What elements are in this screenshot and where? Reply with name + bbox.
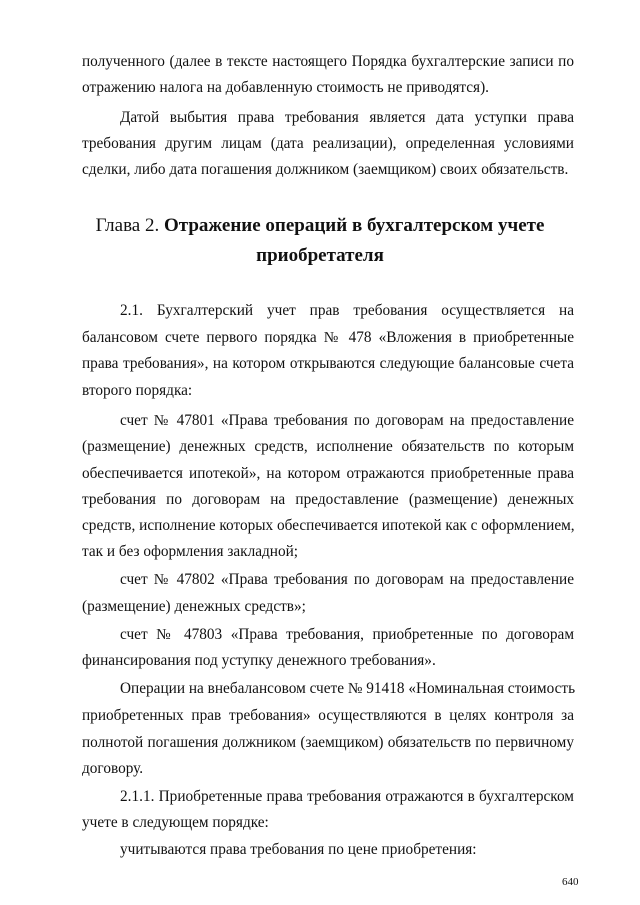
text-line: счет № 47803 «Права требования, приобретенные по договорам bbox=[120, 626, 574, 643]
text-line: требования другим лицам (дата реализации), определенная условиями bbox=[82, 135, 574, 152]
text-line: (размещение) денежных средств»; bbox=[82, 598, 306, 615]
text-line: 2.1.1. Приобретенные права требования отражаются в бухгалтерском bbox=[120, 788, 574, 805]
text-line: полнотой погашения должником (заемщиком) обязательств по первичному bbox=[82, 734, 574, 751]
text-line: сделки, либо дата погашения должником (заемщиком) своих обязательств. bbox=[82, 161, 569, 178]
chapter-label: Глава 2. bbox=[95, 215, 164, 236]
text-line: Датой выбытия права требования является дата уступки права bbox=[120, 109, 574, 126]
text-line: обеспечивается ипотекой», на котором отражаются приобретенные права bbox=[82, 465, 574, 482]
text-line: Операции на внебалансовом счете № 91418 «Номинальная стоимость bbox=[120, 680, 576, 697]
text-line: средств, исполнение которых обеспечивается ипотекой как с оформлением, bbox=[82, 517, 575, 534]
text-line: финансирования под уступку денежного требования». bbox=[82, 652, 436, 669]
text-line: второго порядка: bbox=[82, 382, 193, 399]
text-line: счет № 47802 «Права требования по договорам на предоставление bbox=[120, 571, 574, 588]
text-line: полученного (далее в тексте настоящего Порядка бухгалтерские записи по bbox=[82, 53, 574, 70]
chapter-title-part-2: приобретателя bbox=[256, 245, 384, 266]
text-line: требования по договорам на предоставление (размещение) денежных bbox=[82, 491, 574, 508]
chapter-heading-line-1 bbox=[0, 214, 640, 238]
text-line: приобретенных прав требования» осуществляются в целях контроля за bbox=[82, 707, 574, 724]
chapter-title-part-1: Отражение операций в бухгалтерском учете bbox=[163, 215, 545, 236]
text-line: (размещение) денежных средств, исполнение обязательств по которым bbox=[82, 438, 574, 455]
text-line: счет № 47801 «Права требования по договорам на предоставление bbox=[120, 412, 574, 429]
text-line: договору. bbox=[82, 760, 144, 777]
text-line: учитываются права требования по цене приобретения: bbox=[120, 841, 477, 858]
text-line: так и без оформления закладной; bbox=[82, 543, 299, 560]
text-line: балансовом счете первого порядка № 478 «Вложения в приобретенные bbox=[82, 329, 574, 346]
page-number: 640 bbox=[562, 876, 579, 888]
text-line: 2.1. Бухгалтерский учет прав требования осуществляется на bbox=[120, 302, 574, 319]
text-line: отражению налога на добавленную стоимость не приводятся). bbox=[82, 79, 490, 96]
text-line: права требования», на котором открываются следующие балансовые счета bbox=[82, 355, 574, 372]
chapter-heading-line-2 bbox=[0, 244, 640, 268]
text-line: учете в следующем порядке: bbox=[82, 814, 269, 831]
